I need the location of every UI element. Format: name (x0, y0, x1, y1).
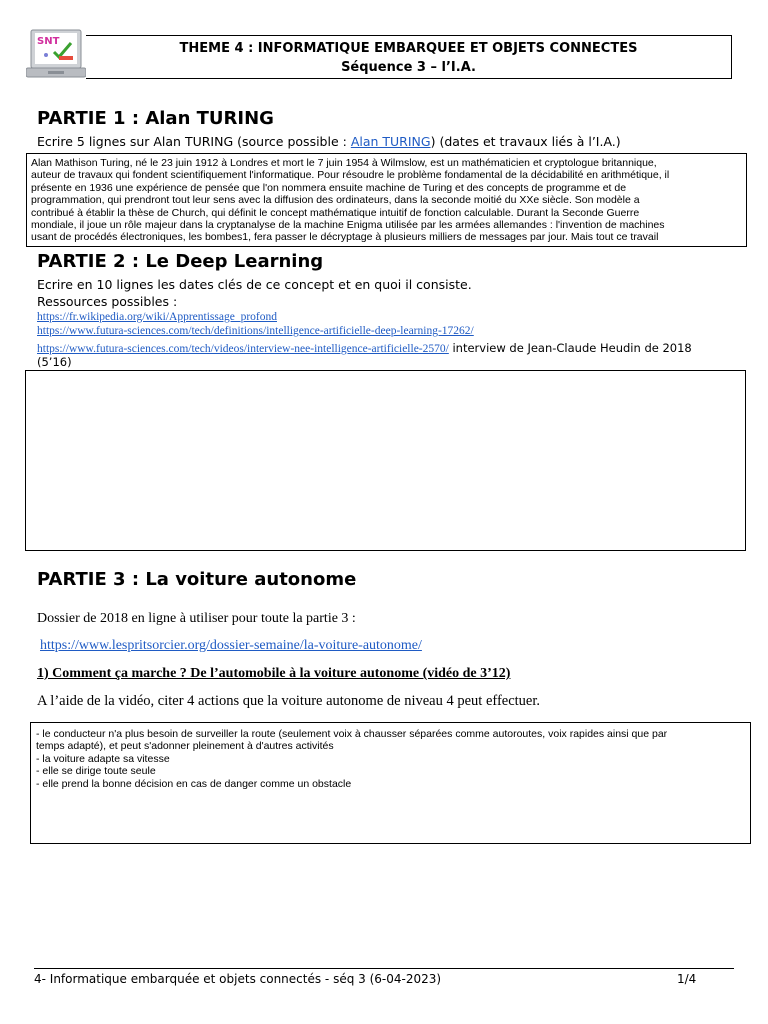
answer-line: - la voiture adapte sa vitesse (36, 752, 170, 765)
page-number: 1/4 (677, 972, 697, 986)
footer-left: 4- Informatique embarquée et objets connectés - séq 3 (6-04-2023) (34, 972, 442, 986)
turing-line: contribué à établir la thèse de Church, qui définit le concept mathématique intuitif de fonction calculable. Durant la Seconde Guerre (31, 206, 640, 219)
sequence-title: Séquence 3 – l’I.A. (341, 60, 476, 75)
futura-video-link[interactable]: https://www.futura-sciences.com/tech/videos/interview-nee-intelligence-artificielle-2570/ (37, 343, 449, 355)
alan-turing-link[interactable]: Alan TURING (350, 134, 431, 149)
wikipedia-deep-learning-link[interactable]: https://fr.wikipedia.org/wiki/Apprentissage_profond (37, 311, 277, 323)
part3-title: PARTIE 3 : La voiture autonome (37, 569, 357, 590)
turing-line: programmation, qui prendront tout leur sens avec la diffusion des ordinateurs, dans la seconde moitié du XXe siècle. Son modèle a (31, 194, 640, 207)
part1-instruction-before: Ecrire 5 lignes sur Alan TURING (source possible : (37, 134, 351, 149)
interview-note: interview de Jean-Claude Heudin de 2018 (448, 341, 692, 355)
answer-line: - le conducteur n'a plus besoin de surveiller la route (seulement voix à chausser séparées comme autoroutes, voix rapides ainsi que par (36, 728, 668, 740)
question1-title: 1) Comment ça marche ? De l’automobile à la voiture autonome (vidéo de 3’12) (37, 666, 511, 681)
question1-text: A l’aide de la vidéo, citer 4 actions que la voiture autonome de niveau 4 peut effectuer. (37, 693, 541, 709)
part1-title: PARTIE 1 : Alan TURING (37, 108, 274, 129)
turing-line: présente en 1936 une expérience de pensée que l'on nommera ensuite machine de Turing et des concepts de programme et de (31, 181, 627, 194)
answer-line: - elle se dirige toute seule (36, 765, 156, 778)
futura-video-row (37, 339, 692, 357)
part2-resources-label: Ressources possibles : (37, 294, 178, 309)
video-duration: (5’16) (37, 355, 72, 369)
part2-answer-box[interactable] (25, 370, 746, 551)
dossier-text: Dossier de 2018 en ligne à utiliser pour toute la partie 3 : (37, 611, 356, 626)
footer-divider (34, 968, 734, 969)
snt-laptop-logo (26, 28, 86, 82)
answer-line: - elle prend la bonne décision en cas de danger comme un obstacle (36, 777, 352, 790)
part3-answer-box[interactable] (30, 722, 751, 844)
futura-definition-link[interactable]: https://www.futura-sciences.com/tech/definitions/intelligence-artificielle-deep-learning-17262/ (37, 325, 474, 337)
part2-instruction: Ecrire en 10 lignes les dates clés de ce concept et en quoi il consiste. (37, 277, 472, 292)
turing-line: usant de procédés électroniques, les bombes1, fera passer le décryptage à plusieurs milliers de messages par jour. Mais tout ce travail (31, 231, 659, 244)
part1-instruction-after: ) (dates et travaux liés à l’I.A.) (430, 134, 621, 149)
turing-line: auteur de travaux qui fondent scientifiquement l'informatique. Pour résoudre le problème fondamental de la décidabilité en arithmétique, il (31, 169, 670, 182)
theme-title: THEME 4 : INFORMATIQUE EMBARQUEE ET OBJETS CONNECTES (179, 41, 638, 56)
answer-line: temps adapté), et peut s'adonner pleinement à d'autres activités (36, 740, 334, 753)
turing-line: Alan Mathison Turing, né le 23 juin 1912 à Londres et mort le 7 juin 1954 à Wilmslow, est un mathématicien et cryptologue britannique, (31, 157, 657, 169)
logo-text: SNT (37, 36, 60, 47)
part1-instruction (37, 134, 621, 149)
header-title-box (86, 35, 732, 79)
part2-title: PARTIE 2 : Le Deep Learning (37, 251, 324, 272)
part1-answer-box[interactable] (26, 153, 747, 247)
dossier-link[interactable]: https://www.lespritsorcier.org/dossier-semaine/la-voiture-autonome/ (40, 638, 422, 653)
turing-line: mondiale, il joue un rôle majeur dans la cryptanalyse de la machine Enigma utilisée par les armées allemandes : l'invention de machines (31, 219, 665, 232)
